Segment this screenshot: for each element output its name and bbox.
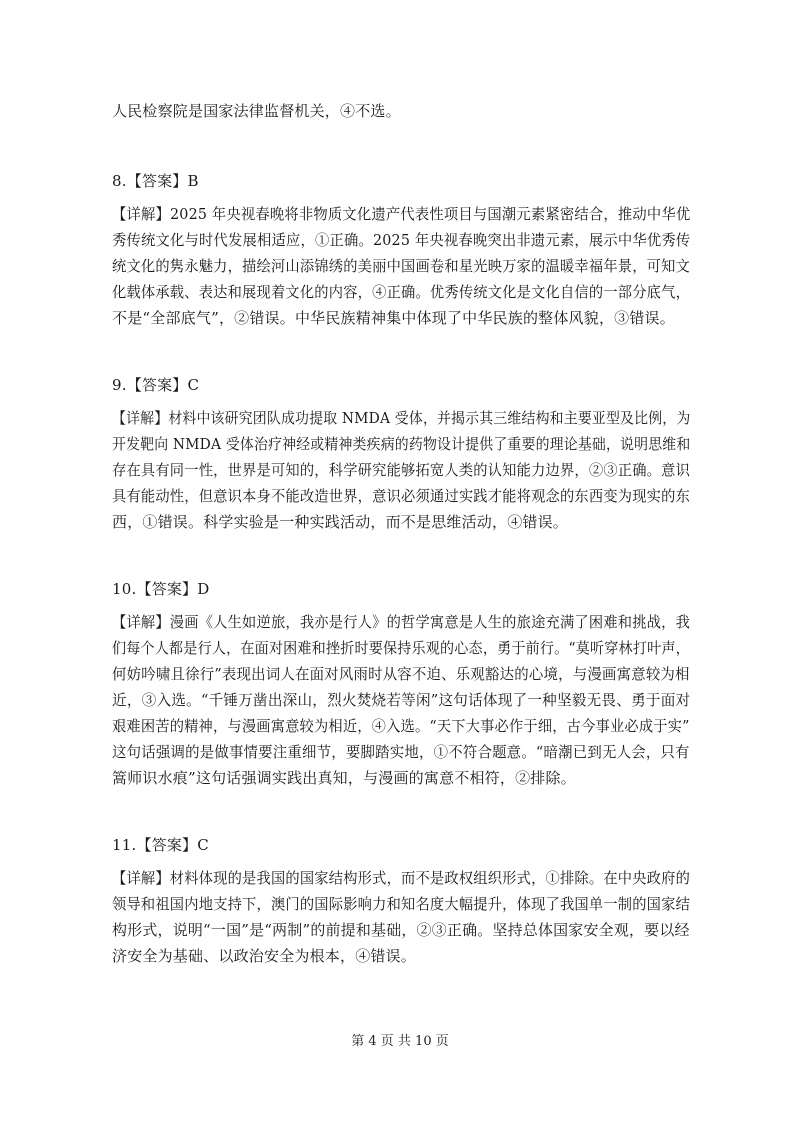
q9-detail-line: 开发靶向 NMDA 受体治疗神经或精神类疾病的药物设计提供了重要的理论基础，说明思维和 — [112, 435, 691, 453]
q11-answer-line: 11.【答案】C — [112, 836, 209, 854]
q8-answer-line: 8.【答案】B — [112, 172, 199, 190]
q10-detail-line: 们每个人都是行人，在面对困难和挫折时要保持乐观的心态，勇于前行。“莫听穿林打叶声， — [112, 639, 690, 657]
q9-detail-line: 西，①错误。科学实验是一种实践活动，而不是思维活动，④错误。 — [112, 513, 569, 531]
q9-detail-line: 【详解】材料中该研究团队成功提取 NMDA 受体，并揭示其三维结构和主要亚型及比例，为 — [112, 409, 691, 427]
q8-detail-line: 不是“全部底气”，②错误。中华民族精神集中体现了中华民族的整体风貌，③错误。 — [112, 309, 675, 327]
q10-detail-line: 篙师识水痕”这句话强调实践出真知，与漫画的寓意不相符，②排除。 — [112, 769, 576, 787]
q11-detail-line: 【详解】材料体现的是我国的国家结构形式，而不是政权组织形式，①排除。在中央政府的 — [112, 869, 691, 887]
page-number-footer: 第 4 页 共 10 页 — [351, 1034, 449, 1049]
q8-detail-line: 【详解】2025 年央视春晚将非物质文化遗产代表性项目与国潮元素紧密结合，推动中华优 — [112, 205, 691, 223]
q9-detail-line: 存在具有同一性，世界是可知的，科学研究能够拓宽人类的认知能力边界，②③正确。意识 — [112, 461, 691, 479]
q8-detail-line: 化载体承载、表达和展现着文化的内容，④正确。优秀传统文化是文化自信的一部分底气， — [112, 283, 691, 301]
q8-detail-line: 统文化的隽永魅力，描绘河山添锦绣的美丽中国画卷和星光映万家的温暖幸福年景，可知文 — [112, 257, 691, 275]
q9-answer-line: 9.【答案】C — [112, 376, 200, 394]
q10-detail-line: 何妨吟啸且徐行”表现出词人在面对风雨时从容不迫、乐观豁达的心境，与漫画寓意较为相 — [112, 665, 690, 683]
q10-detail-line: 近，③入选。“千锤万凿出深山，烈火焚烧若等闲”这句话体现了一种坚毅无畏、勇于面对 — [112, 691, 691, 709]
intro-line: 人民检察院是国家法律监督机关，④不选。 — [112, 102, 401, 120]
q10-detail-line: 【详解】漫画《人生如逆旅，我亦是行人》的哲学寓意是人生的旅途充满了困难和挑战，我 — [112, 613, 691, 631]
q10-detail-line: 这句话强调的是做事情要注重细节，要脚踏实地，①不符合题意。“暗潮已到无人会，只有 — [112, 743, 690, 761]
q9-detail-line: 具有能动性，但意识本身不能改造世界，意识必须通过实践才能将观念的东西变为现实的东 — [112, 487, 691, 505]
q11-detail-line: 构形式，说明“一国”是“两制”的前提和基础，②③正确。坚持总体国家安全观，要以经 — [112, 921, 690, 939]
q10-detail-line: 艰难困苦的精神，与漫画寓意较为相近，④入选。“天下大事必作于细，古今事业必成于实” — [112, 717, 690, 735]
q11-detail-line: 领导和祖国内地支持下，澳门的国际影响力和知名度大幅提升，体现了我国单一制的国家结 — [112, 895, 691, 913]
q8-detail-line: 秀传统文化与时代发展相适应，①正确。2025 年央视春晚突出非遗元素，展示中华优秀传 — [112, 231, 691, 249]
q10-answer-line: 10.【答案】D — [112, 580, 210, 598]
q11-detail-line: 济安全为基础、以政治安全为根本，④错误。 — [112, 947, 417, 965]
